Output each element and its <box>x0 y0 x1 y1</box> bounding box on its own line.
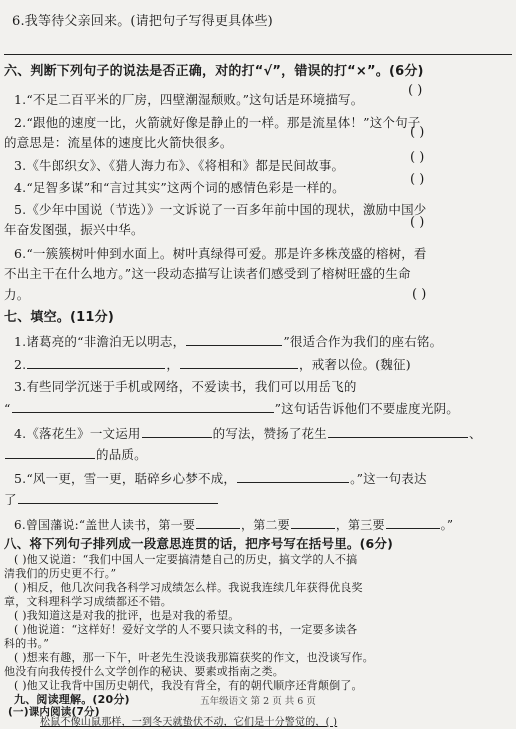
s7-l5-text-a: 5.“风一更，雪一更，聒碎乡心梦不成， <box>14 471 237 486</box>
s6-item2b: 的意思是：流星体的速度比火箭快很多。 <box>4 135 233 150</box>
s7-blank-5[interactable] <box>142 425 212 438</box>
s7-blank-11[interactable] <box>291 516 335 529</box>
s6-paren-6[interactable]: ( ) <box>412 287 427 302</box>
s7-line2 <box>14 356 411 373</box>
s7-line3b <box>4 400 459 417</box>
s8-line10: ( )他又让我背中国历史朝代，我没有背全，有的朝代顺序还背颠倒了。 <box>14 679 363 692</box>
s6-paren-4[interactable]: ( ) <box>410 172 425 187</box>
s8-line8: ( )想来有趣，那一下午，叶老先生没谈我那篇获奖的作文，也没谈写作。 <box>14 651 374 664</box>
s6-paren-5[interactable]: ( ) <box>410 215 425 230</box>
s7-l2-text-a: 2. <box>14 357 27 372</box>
s8-line2: 清我们的历史更不行。” <box>4 567 117 580</box>
s7-blank-8[interactable] <box>237 470 349 483</box>
s8-line1: ( )他又说道：“我们中国人一定要搞清楚自己的历史，搞文学的人不搞 <box>14 553 358 566</box>
s6-item5a: 5.《少年中国说（节选）》一文诉说了一百多年前中国的现状，激励中国少 <box>14 202 427 217</box>
s7-l3-text-c: ”这句话告诉他们不要虚度光阴。 <box>274 401 459 416</box>
s6-paren-3[interactable]: ( ) <box>410 150 425 165</box>
s7-l4-text-b: 的写法，赞扬了花生 <box>212 426 327 441</box>
s7-line5 <box>14 470 427 487</box>
answer-line <box>4 54 512 55</box>
s7-l2-text-c: ，戒奢以俭。(魏征) <box>299 357 411 372</box>
section9-subtitle: (一)课内阅读(7分) <box>8 706 100 718</box>
s7-blank-9[interactable] <box>18 491 218 504</box>
s7-blank-12[interactable] <box>386 516 440 529</box>
s6-item4: 4.“足智多谋”和“言过其实”这两个词的感情色彩是一样的。 <box>14 180 345 195</box>
section6-title: 六、判断下列句子的说法是否正确，对的打“√”，错误的打“×”。(6分) <box>4 64 424 79</box>
s6-item6b: 不出主干在什么地方。”这一段动态描写让读者们感受到了榕树旺盛的生命 <box>4 266 411 281</box>
s7-blank-7[interactable] <box>5 446 95 459</box>
s7-line1 <box>14 333 442 350</box>
s6-item6c: 力。 <box>4 287 30 302</box>
section7-title: 七、填空。(11分) <box>4 310 114 325</box>
s8-line7: 科的书。” <box>4 637 50 650</box>
s7-l4-text-c: 、 <box>468 426 482 441</box>
s7-l1-text-b: ”很适合作为我们的座右铭。 <box>283 334 443 349</box>
s7-line3: 3.有些同学沉迷于手机或网络，不爱读书，我们可以用岳飞的 <box>14 379 357 394</box>
s7-l4-text-d: 的品质。 <box>96 447 147 462</box>
reading-passage-line: 松鼠不像山鼠那样，一到冬天就蛰伏不动，它们是十分警觉的，( ) <box>40 717 338 728</box>
s8-line9: 他没有向我传授什么文学创作的秘诀、要素或指南之类。 <box>4 665 284 678</box>
s6-item3: 3.《牛郎织女》、《猎人海力布》、《将相和》都是民间故事。 <box>14 158 345 173</box>
s7-l6-text-c: ，第三要 <box>335 518 385 532</box>
s7-l6-text-a: 6.曾国藩说:“盖世人读书，第一要 <box>14 518 196 532</box>
s8-line4: 章，文科理科学习成绩都还不错。 <box>4 595 172 608</box>
s6-item6a: 6.“一簇簇树叶伸到水面上。树叶真绿得可爱。那是许多株茂盛的榕树，看 <box>14 246 427 261</box>
s6-item1: 1.“不足二百平米的厂房，四壁潮湿颓败。”这句话是环境描写。 <box>14 92 364 107</box>
s7-line6 <box>14 516 453 533</box>
page-footer: 五年级语文 第 2 页 共 6 页 <box>200 696 316 707</box>
s8-line6: ( )他说道：“这样好！爱好文学的人不要只读文科的书，一定要多读各 <box>14 623 358 636</box>
s7-line5b <box>4 491 219 508</box>
s6-item2a: 2.“跟他的速度一比，火箭就好像是静止的一样。那是流星体！”这个句子 <box>14 115 421 130</box>
s7-l5-text-c: 了 <box>4 492 17 507</box>
s7-blank-3[interactable] <box>180 356 298 369</box>
s7-blank-6[interactable] <box>328 425 468 438</box>
q6-prompt: 6.我等待父亲回来。(请把句子写得更具体些) <box>12 14 273 29</box>
s7-blank-1[interactable] <box>186 333 282 346</box>
section8-title: 八、将下列句子排列成一段意思连贯的话，把序号写在括号里。(6分) <box>4 536 394 551</box>
s6-paren-1[interactable]: ( ) <box>408 83 423 98</box>
s7-l2-text-b: ， <box>166 357 180 372</box>
s6-item5b: 年奋发图强，振兴中华。 <box>4 222 144 237</box>
s7-l6-text-b: ，第二要 <box>241 518 290 532</box>
s7-l1-text-a: 1.诸葛亮的“非澹泊无以明志， <box>14 334 186 349</box>
s7-line4b <box>4 446 147 463</box>
s7-line4 <box>14 425 482 442</box>
s8-line3: ( )相反，他几次问我各科学习成绩怎么样。我说我连续几年获得优良奖 <box>14 581 363 594</box>
s7-blank-4[interactable] <box>12 400 274 413</box>
s7-blank-10[interactable] <box>196 516 240 529</box>
s7-l6-text-d: 。” <box>440 518 454 532</box>
section9-title: 九、阅读理解。(20分) <box>14 693 130 706</box>
s8-line5: ( )我知道这是对我的批评，也是对我的希望。 <box>14 609 240 622</box>
s7-l5-text-b: 。”这一句表达 <box>350 471 427 486</box>
s7-l3-quote-open: “ <box>4 401 11 416</box>
s6-paren-2[interactable]: ( ) <box>410 125 425 140</box>
s7-l4-text-a: 4.《落花生》一文运用 <box>14 426 141 441</box>
s7-blank-2[interactable] <box>27 356 165 369</box>
